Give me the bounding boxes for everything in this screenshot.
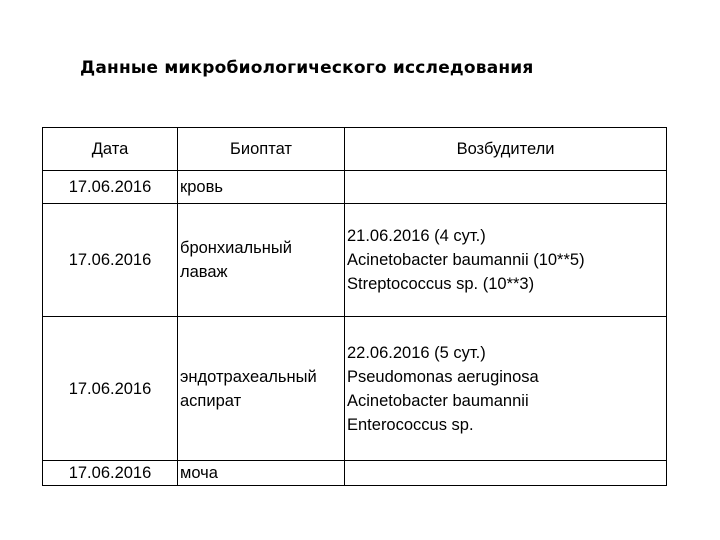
biopsy-line: аспират — [180, 391, 242, 410]
microbiology-table — [42, 127, 667, 486]
pathogen-line: Acinetobacter baumannii (10**5) — [347, 251, 585, 269]
pathogens-cell — [345, 461, 667, 486]
pathogens-cell — [345, 317, 667, 461]
biopsy-cell — [178, 461, 345, 486]
table-row — [43, 461, 667, 486]
pathogen-line: 22.06.2016 (5 сут.) — [347, 343, 486, 362]
biopsy-cell — [178, 317, 345, 461]
date-cell: 17.06.2016 — [43, 204, 178, 317]
table-header-row — [43, 128, 667, 171]
page-title: Данные микробиологического исследования — [80, 58, 534, 78]
table-row — [43, 317, 667, 461]
biopsy-line: эндотрахеальный — [180, 367, 317, 386]
pathogen-line: Enterococcus sp. — [347, 415, 474, 434]
date-cell: 17.06.2016 — [43, 317, 178, 461]
biopsy-line: лаваж — [180, 263, 228, 281]
biopsy-cell — [178, 171, 345, 204]
header-biopsy: Биоптат — [178, 128, 345, 171]
biopsy-cell — [178, 204, 345, 317]
date-cell: 17.06.2016 — [43, 461, 178, 486]
header-date: Дата — [43, 128, 178, 171]
biopsy-line: кровь — [180, 178, 223, 196]
table-row — [43, 204, 667, 317]
pathogens-cell — [345, 204, 667, 317]
pathogen-line: Streptococcus sp. (10**3) — [347, 275, 535, 293]
date-cell: 17.06.2016 — [43, 171, 178, 204]
pathogen-line: Pseudomonas aeruginosa — [347, 367, 539, 386]
pathogens-cell — [345, 171, 667, 204]
pathogen-line: 21.06.2016 (4 сут.) — [347, 227, 486, 245]
header-pathogens: Возбудители — [345, 128, 667, 171]
biopsy-line: моча — [180, 464, 218, 482]
table-row — [43, 171, 667, 204]
pathogen-line: Acinetobacter baumannii — [347, 391, 529, 410]
biopsy-line: бронхиальный — [180, 239, 292, 257]
